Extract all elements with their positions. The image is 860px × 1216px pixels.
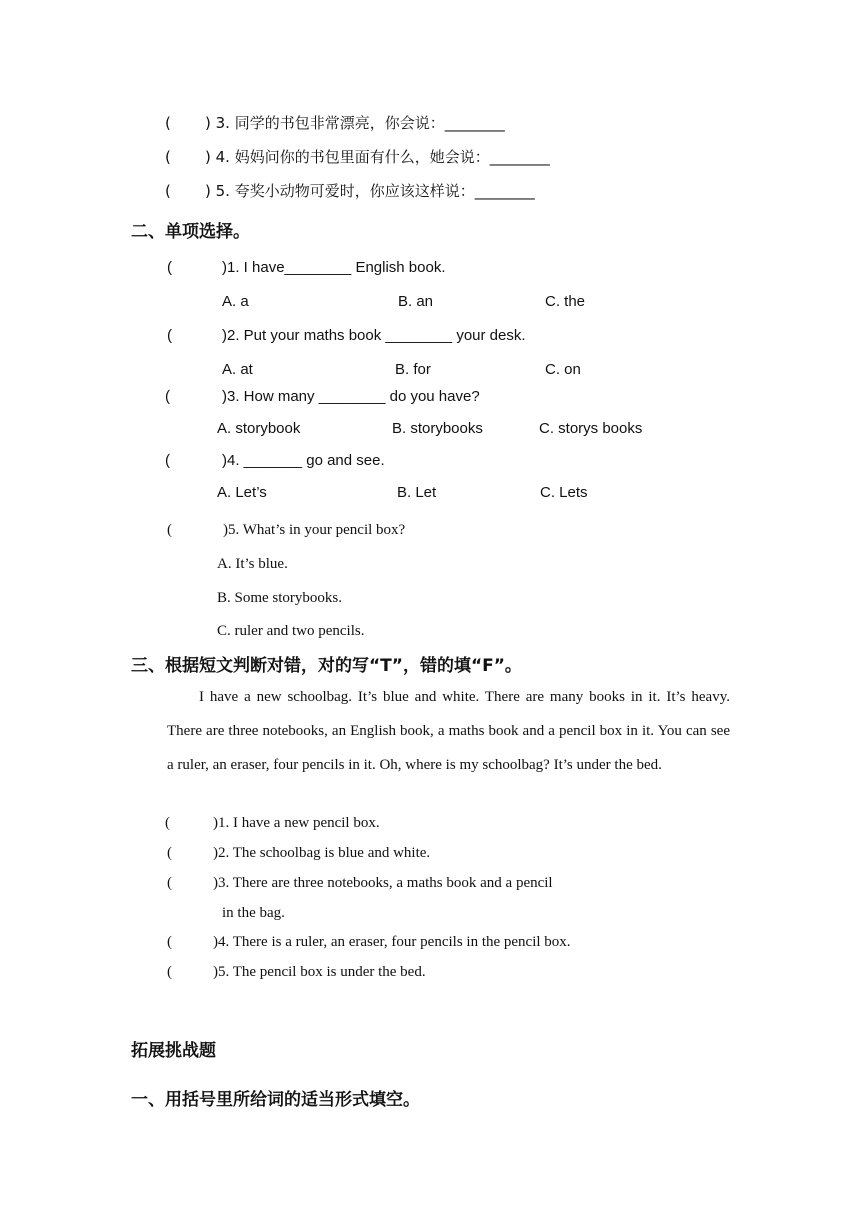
mc-question-5: ( )5. What’s in your pencil box? (167, 522, 406, 538)
tf-item-5: ( )5. The pencil box is under the bed. (167, 964, 426, 980)
extension-heading: 一、用括号里所给词的适当形式填空。 (131, 1090, 420, 1110)
mc-option-c: C. storys books (539, 420, 643, 437)
question-number: ) 5. (205, 182, 230, 200)
question-text: 妈妈问你的书包里面有什么，她会说：________ (234, 148, 550, 166)
situation-question-3 (165, 112, 505, 133)
mc-option-c: C. on (545, 361, 581, 378)
mc-question-4: ( )4. _______ go and see. (165, 452, 385, 469)
mc-option-c: C. Lets (540, 484, 588, 501)
tf-item-4: ( )4. There is a ruler, an eraser, four pencils in the pencil box. (167, 934, 571, 950)
mc-option-b: B. Let (397, 484, 437, 501)
mc-option-b: B. storybooks (392, 420, 483, 437)
mc-option-b: B. for (395, 361, 431, 378)
mc-option-b: B. Some storybooks. (217, 590, 343, 606)
mc-option-a: A. Let’s (217, 484, 267, 501)
section-2-heading: 二、单项选择。 (131, 222, 250, 242)
mc-question-3: ( )3. How many ________ do you have? (165, 388, 480, 405)
mc-question-2: ( )2. Put your maths book ________ your desk. (167, 327, 526, 344)
answer-bracket: ( (165, 182, 171, 200)
answer-bracket: ( (165, 148, 171, 166)
extension-title: 拓展挑战题 (131, 1041, 216, 1061)
mc-option-c: C. ruler and two pencils. (217, 623, 365, 639)
passage-text: I have a new schoolbag. It’s blue and white. There are many books in it. It’s heavy. There are three notebooks, an English book, a maths book and a pencil box in it. You can see a ruler, an eraser, four pencils in it. Oh, where is my schoolbag? It’s under the bed. (167, 689, 730, 773)
mc-option-a: A. It’s blue. (217, 556, 288, 572)
tf-item-1: ( )1. I have a new pencil box. (165, 815, 380, 831)
question-number: ) 4. (205, 148, 230, 166)
situation-question-4 (165, 146, 550, 167)
reading-passage (167, 680, 730, 782)
mc-option-a: A. at (222, 361, 253, 378)
question-text: 夸奖小动物可爱时，你应该这样说：________ (234, 182, 535, 200)
mc-option-c: C. the (545, 293, 586, 310)
section-3-heading: 三、根据短文判断对错，对的写“T”，错的填“F”。 (131, 656, 522, 676)
question-number: ) 3. (205, 114, 230, 132)
question-text: 同学的书包非常漂亮，你会说：________ (234, 114, 505, 132)
mc-option-b: B. an (398, 293, 434, 310)
answer-bracket: ( (165, 114, 171, 132)
situation-question-5 (165, 180, 535, 201)
tf-item-2: ( )2. The schoolbag is blue and white. (167, 845, 431, 861)
mc-question-1: ( )1. I have________ English book. (167, 259, 446, 276)
tf-item-3: ( )3. There are three notebooks, a maths book and a pencil (167, 875, 553, 891)
mc-option-a: A. a (222, 293, 249, 310)
tf-item-3-continuation: in the bag. (222, 905, 285, 921)
mc-option-a: A. storybook (217, 420, 301, 437)
